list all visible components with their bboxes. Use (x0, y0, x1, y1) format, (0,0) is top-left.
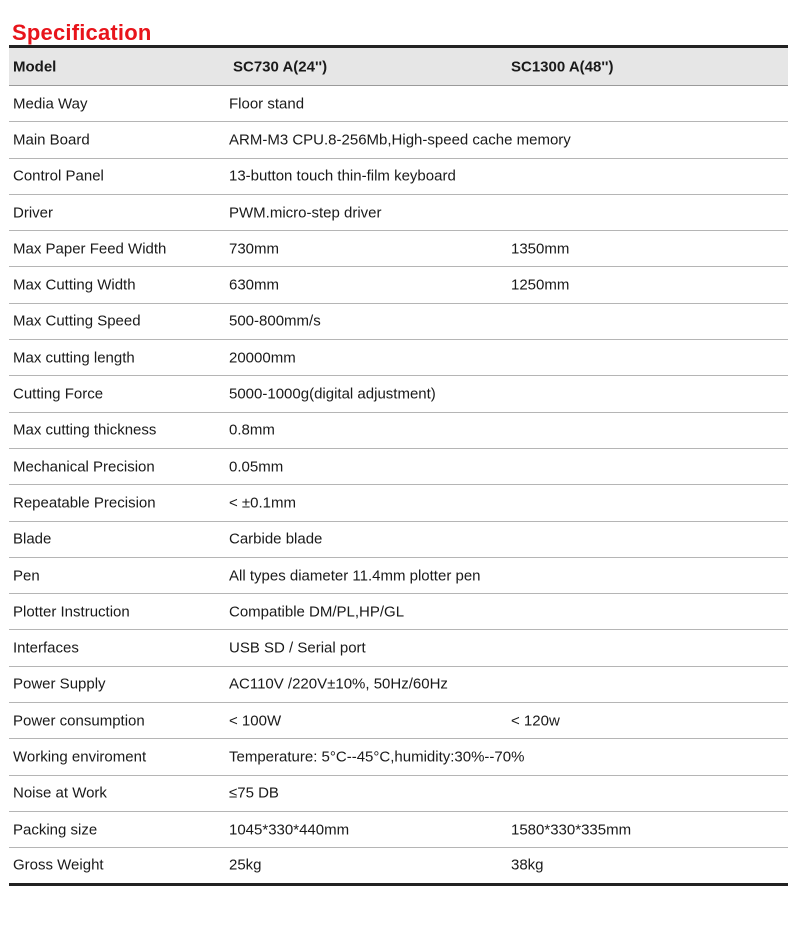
spec-label: Power consumption (13, 712, 145, 730)
spec-label: Control Panel (13, 167, 104, 185)
spec-label: Interfaces (13, 639, 79, 657)
sc1300-value: 38kg (511, 856, 544, 874)
table-row (9, 812, 788, 848)
sc1300-value: 1350mm (511, 240, 570, 258)
table-row (9, 522, 788, 558)
spec-label: Max Cutting Width (13, 276, 136, 294)
spec-label: Media Way (13, 95, 88, 113)
sc730-value: 25kg (229, 856, 262, 874)
sc730-value: Temperature: 5°C--45°C,humidity:30%--70% (229, 748, 525, 766)
sc730-value: AC110V /220V±10%, 50Hz/60Hz (229, 675, 448, 693)
spec-label: Pen (13, 567, 40, 584)
sc1300-value: 1580*330*335mm (511, 821, 632, 839)
table-row (9, 195, 788, 231)
table-row (9, 413, 788, 449)
table-row (9, 703, 788, 739)
table-row (9, 86, 788, 122)
table-row (9, 267, 788, 303)
page-title: Specification (12, 20, 152, 45)
sc730-value: 500-800mm/s (229, 312, 321, 330)
table-row (9, 558, 788, 594)
spec-label: Plotter Instruction (13, 603, 130, 621)
spec-label: Max cutting length (13, 349, 135, 367)
sc730-value: 630mm (229, 276, 280, 294)
table-body (9, 86, 788, 886)
spec-label: Max Paper Feed Width (13, 240, 167, 258)
table-row (9, 340, 788, 376)
sc730-value: < 100W (229, 712, 282, 730)
header-sc1300: SC1300 A(48'') (511, 58, 614, 75)
table-row (9, 630, 788, 666)
sc730-value: ≤75 DB (229, 784, 279, 802)
sc730-value: 20000mm (229, 349, 296, 367)
sc730-value: 1045*330*440mm (229, 821, 350, 839)
spec-label: Main Board (13, 131, 90, 149)
sc730-value: 13-button touch thin-film keyboard (229, 167, 456, 185)
spec-label: Repeatable Precision (13, 494, 156, 512)
sc730-value: Carbide blade (229, 530, 323, 548)
table-row (9, 739, 788, 775)
sc730-value: 0.05mm (229, 458, 284, 476)
spec-label: Max cutting thickness (13, 421, 157, 439)
table-row (9, 485, 788, 521)
spec-label: Mechanical Precision (13, 458, 155, 476)
header-sc730: SC730 A(24'') (233, 58, 328, 75)
table-row (9, 231, 788, 267)
table-header-row (9, 48, 788, 86)
sc730-value: Compatible DM/PL,HP/GL (229, 603, 405, 621)
header-model: Model (13, 58, 57, 75)
sc1300-value: < 120w (511, 712, 560, 730)
table-row (9, 159, 788, 195)
spec-label: Max Cutting Speed (13, 312, 141, 330)
sc730-value: USB SD / Serial port (229, 639, 366, 657)
sc730-value: 0.8mm (229, 421, 275, 439)
table-row (9, 848, 788, 886)
table-row (9, 122, 788, 158)
table-row (9, 594, 788, 630)
sc730-value: 730mm (229, 240, 280, 258)
spec-label: Power Supply (13, 675, 106, 693)
sc730-value: ARM-M3 CPU.8-256Mb,High-speed cache memory (229, 131, 571, 149)
spec-label: Driver (13, 204, 53, 222)
spec-label: Packing size (13, 821, 98, 839)
table-row (9, 304, 788, 340)
table-row (9, 449, 788, 485)
sc730-value: Floor stand (229, 95, 305, 113)
spec-table (9, 48, 788, 886)
spec-label: Cutting Force (13, 385, 104, 403)
spec-label: Working enviroment (13, 748, 147, 766)
sc730-value: 5000-1000g(digital adjustment) (229, 385, 436, 403)
sc730-value: < ±0.1mm (229, 494, 297, 512)
spec-label: Blade (13, 530, 52, 548)
spec-label: Gross Weight (13, 856, 104, 874)
table-row (9, 376, 788, 412)
table-row (9, 776, 788, 812)
sc730-value: All types diameter 11.4mm plotter pen (229, 567, 481, 584)
sc730-value: PWM.micro-step driver (229, 204, 382, 222)
spec-label: Noise at Work (13, 784, 107, 802)
sc1300-value: 1250mm (511, 276, 570, 294)
table-row (9, 667, 788, 703)
